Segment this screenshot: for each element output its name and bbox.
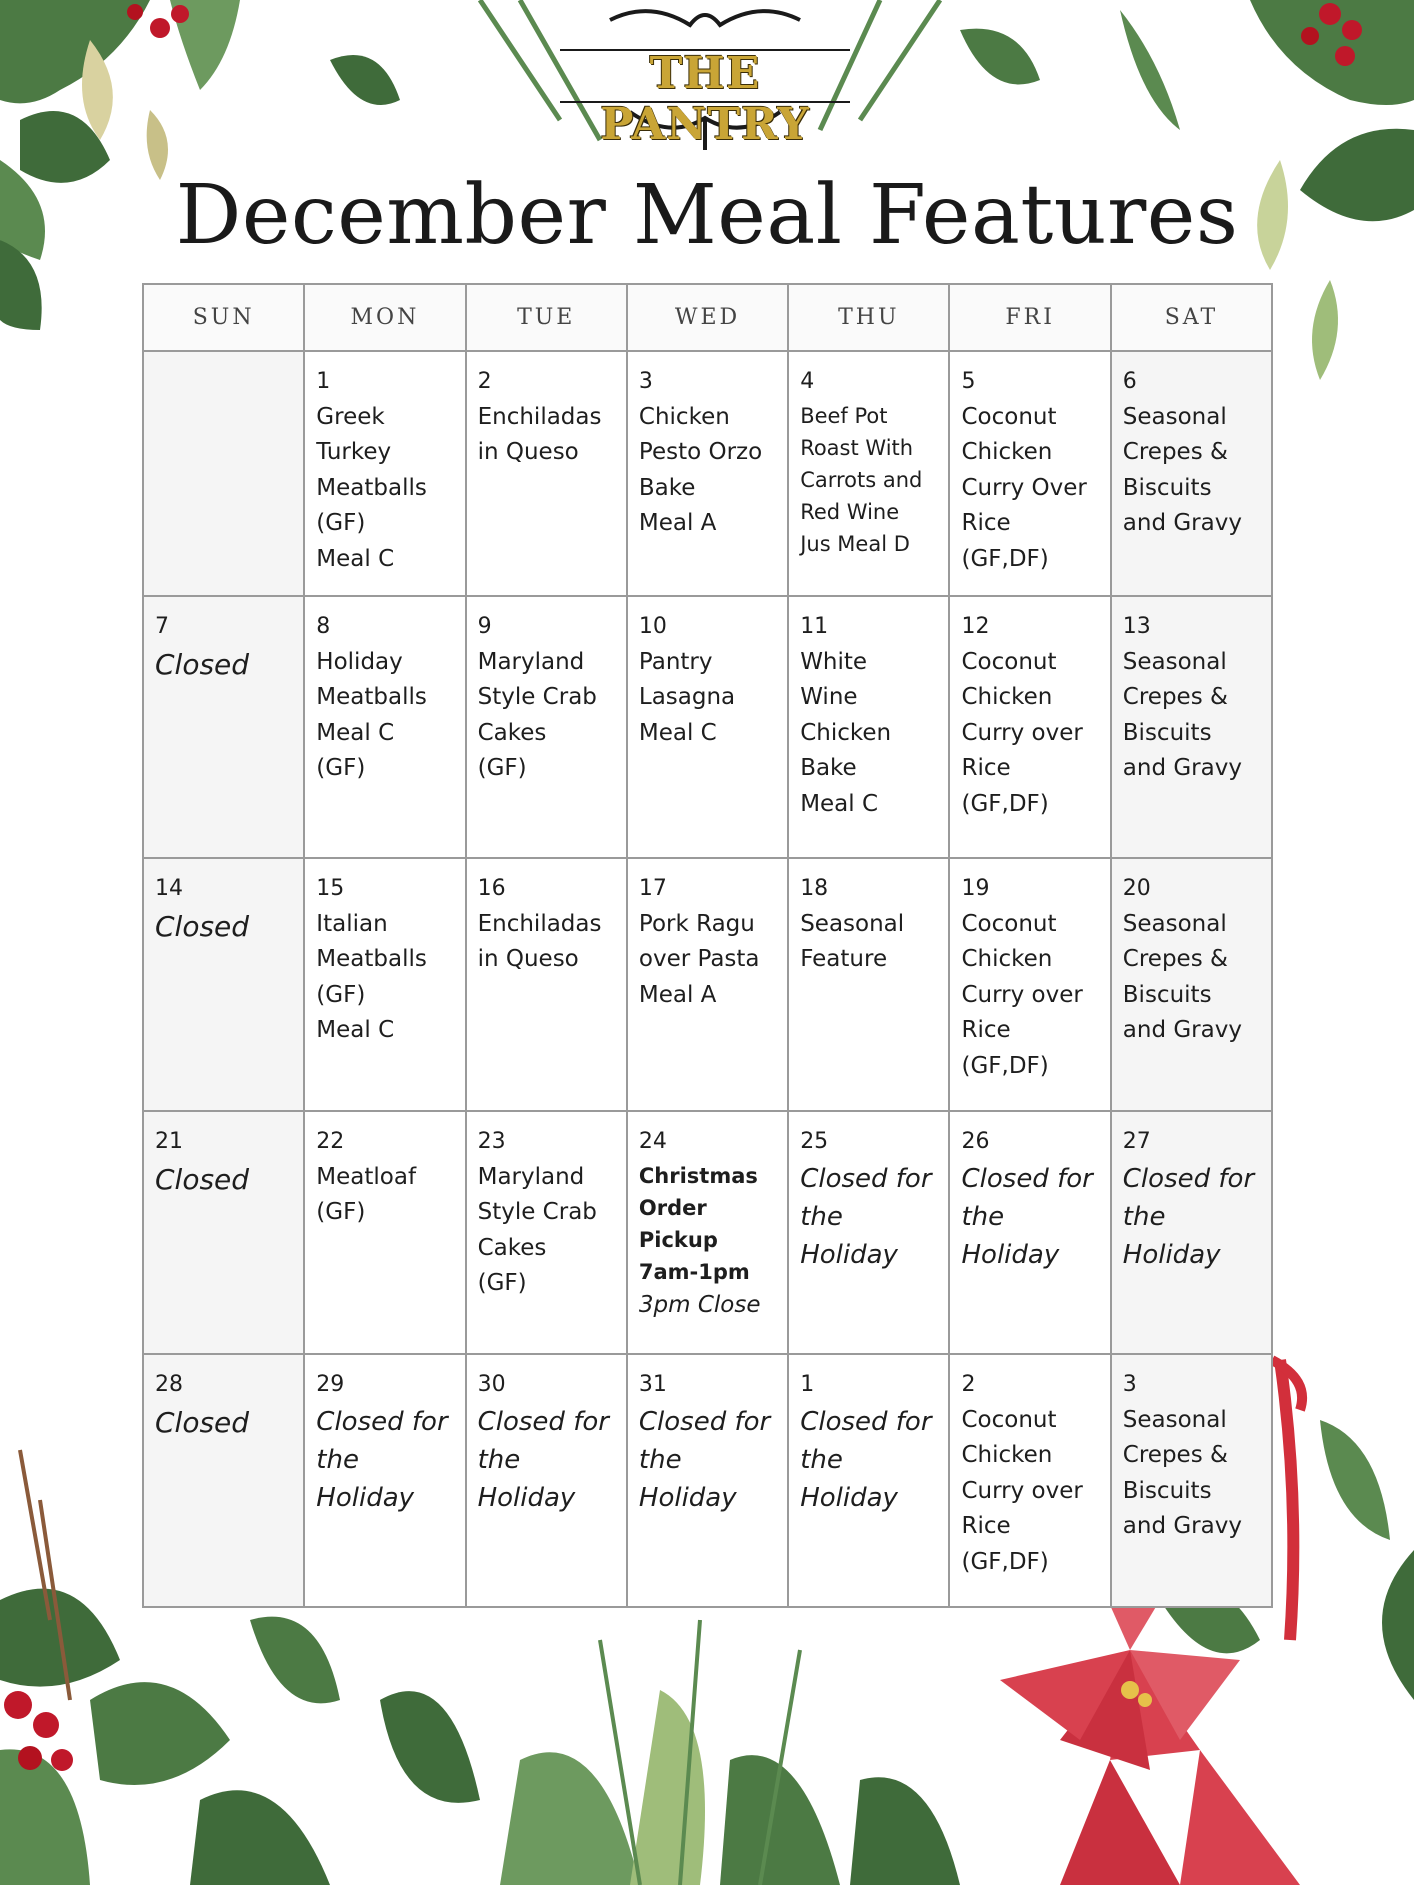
day-number: 4 (800, 369, 815, 394)
meal-feature-text: White Wine Chicken Bake Meal C (800, 648, 892, 817)
meal-feature-text: Christmas Order Pickup 7am-1pm (638, 1163, 758, 1284)
calendar-day-cell (467, 597, 628, 859)
calendar-day-cell (305, 352, 466, 597)
calendar-day-cell (789, 1112, 950, 1355)
meal-feature-text: Closed for the Holiday (477, 1406, 609, 1513)
day-number: 2 (477, 369, 492, 394)
calendar-day-cell (789, 352, 950, 597)
calendar-day-cell (305, 1112, 466, 1355)
day-number: 5 (961, 369, 976, 394)
weekday-header: WED (628, 285, 789, 352)
weekday-header: MON (305, 285, 466, 352)
calendar-day-cell (950, 352, 1111, 597)
calendar-day-cell (950, 859, 1111, 1112)
day-number: 27 (1122, 1129, 1151, 1154)
day-number: 3 (1122, 1372, 1137, 1397)
weekday-header: TUE (467, 285, 628, 352)
bottom-center-greenery-icon (250, 1617, 960, 1885)
logo-text: THE PANTRY (600, 48, 810, 150)
meal-feature-text: Coconut Chicken Curry over Rice (GF,DF) (961, 1406, 1083, 1575)
calendar-day-cell (305, 1355, 466, 1608)
meal-feature-text: Seasonal Feature (800, 910, 905, 972)
calendar-day-cell (1112, 597, 1273, 859)
calendar-day-cell (628, 859, 789, 1112)
meal-feature-text: Meatloaf (GF) (316, 1163, 417, 1225)
meal-feature-text: Enchiladas in Queso (477, 910, 602, 972)
calendar-day-cell (628, 1355, 789, 1608)
meal-feature-text: Seasonal Crepes & Biscuits and Gravy (1122, 910, 1242, 1043)
meal-feature-text: Coconut Chicken Curry over Rice (GF,DF) (961, 648, 1083, 817)
meal-feature-text: Enchiladas in Queso (477, 403, 602, 465)
day-number: 1 (800, 1372, 815, 1397)
calendar-day-cell (950, 1112, 1111, 1355)
meal-feature-text: Italian Meatballs (GF) Meal C (316, 910, 427, 1043)
day-number: 26 (961, 1129, 990, 1154)
calendar-day-cell (144, 597, 305, 859)
calendar-day-cell (628, 352, 789, 597)
day-number: 7 (155, 614, 169, 639)
meal-feature-text: Coconut Chicken Curry Over Rice (GF,DF) (961, 403, 1087, 572)
day-number: 11 (800, 614, 829, 639)
day-number: 19 (961, 876, 990, 901)
calendar-day-cell (1112, 1355, 1273, 1608)
day-number: 15 (316, 876, 345, 901)
meal-feature-text: Pantry Lasagna Meal C (638, 648, 736, 746)
calendar-day-cell (305, 597, 466, 859)
meal-feature-text: Closed (155, 647, 250, 681)
day-number: 18 (800, 876, 829, 901)
day-number: 17 (638, 876, 667, 901)
calendar-day-cell (628, 597, 789, 859)
meal-feature-text: Closed for the Holiday (800, 1406, 932, 1513)
day-number: 30 (477, 1372, 506, 1397)
calendar-day-cell (467, 352, 628, 597)
calendar-day-cell (467, 1355, 628, 1608)
meal-feature-text: Holiday Meatballs Meal C (GF) (316, 648, 427, 781)
meal-feature-text: Closed for the Holiday (961, 1163, 1093, 1270)
meal-feature-text: Closed for the Holiday (1122, 1163, 1255, 1270)
day-number: 25 (800, 1129, 829, 1154)
weekday-header: THU (789, 285, 950, 352)
meal-calendar (142, 283, 1273, 1608)
pantry-logo (540, 0, 870, 150)
calendar-day-cell (144, 859, 305, 1112)
day-number: 8 (316, 614, 331, 639)
calendar-day-cell (950, 597, 1111, 859)
meal-feature-text: Closed (155, 1162, 250, 1196)
weekday-header: SUN (144, 285, 305, 352)
calendar-day-cell (1112, 859, 1273, 1112)
meal-feature-text: Maryland Style Crab Cakes (GF) (477, 648, 597, 781)
calendar-day-cell (305, 859, 466, 1112)
meal-feature-text: Seasonal Crepes & Biscuits and Gravy (1122, 648, 1242, 781)
day-number: 29 (316, 1372, 345, 1397)
meal-feature-text: Maryland Style Crab Cakes (GF) (477, 1163, 597, 1296)
calendar-day-cell (789, 1355, 950, 1608)
meal-feature-text: Closed (155, 909, 250, 943)
weekday-header: SAT (1112, 285, 1273, 352)
day-number: 20 (1122, 876, 1151, 901)
meal-feature-text: Seasonal Crepes & Biscuits and Gravy (1122, 403, 1242, 536)
meal-feature-text: Closed for the Holiday (800, 1163, 932, 1270)
meal-feature-text: Closed for the Holiday (316, 1406, 448, 1513)
page-title: December Meal Features (175, 168, 1239, 263)
weekday-header: FRI (950, 285, 1111, 352)
day-number: 23 (477, 1129, 506, 1154)
day-number: 14 (155, 876, 183, 901)
calendar-day-cell (950, 1355, 1111, 1608)
meal-feature-text: Pork Ragu over Pasta Meal A (638, 910, 760, 1008)
day-number: 13 (1122, 614, 1151, 639)
meal-feature-text: Closed for the Holiday (638, 1406, 771, 1513)
day-number: 1 (316, 369, 331, 394)
day-number: 3 (638, 369, 653, 394)
calendar-day-cell (467, 859, 628, 1112)
day-number: 16 (477, 876, 506, 901)
meal-note-text: 3pm Close (638, 1291, 761, 1318)
meal-feature-text: Beef Pot Roast With Carrots and Red Wine Jus Meal D (800, 403, 923, 556)
day-number: 12 (961, 614, 990, 639)
day-number: 22 (316, 1129, 345, 1154)
day-number: 28 (155, 1372, 183, 1397)
day-number: 2 (961, 1372, 976, 1397)
calendar-day-cell (467, 1112, 628, 1355)
day-number: 31 (638, 1372, 667, 1397)
calendar-day-cell (789, 859, 950, 1112)
calendar-day-cell (144, 1112, 305, 1355)
meal-feature-text: Greek Turkey Meatballs (GF) Meal C (316, 403, 427, 572)
day-number: 9 (477, 614, 492, 639)
day-number: 6 (1122, 369, 1137, 394)
calendar-day-cell (144, 1355, 305, 1608)
meal-feature-text: Coconut Chicken Curry over Rice (GF,DF) (961, 910, 1083, 1079)
day-number: 24 (638, 1129, 667, 1154)
calendar-day-cell (1112, 352, 1273, 597)
meal-feature-text: Seasonal Crepes & Biscuits and Gravy (1122, 1406, 1242, 1539)
meal-feature-text: Chicken Pesto Orzo Bake Meal A (638, 403, 763, 536)
calendar-day-cell (628, 1112, 789, 1355)
calendar-day-cell (1112, 1112, 1273, 1355)
meal-feature-text: Closed (155, 1405, 250, 1439)
calendar-day-cell (144, 352, 305, 597)
day-number: 10 (638, 614, 667, 639)
day-number: 21 (155, 1129, 183, 1154)
calendar-day-cell (789, 597, 950, 859)
